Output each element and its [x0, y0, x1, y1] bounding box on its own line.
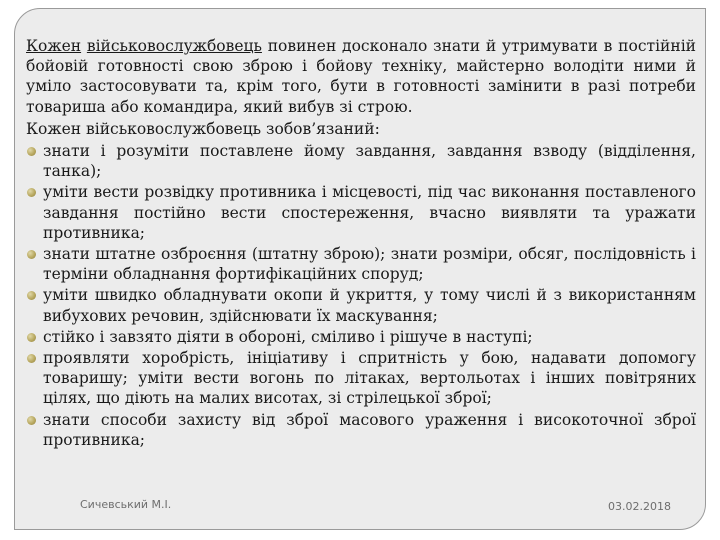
list-item-text: уміти швидко обладнувати окопи й укриття, у тому числі й з використанням вибухових речовин, здійснювати їх маскування;	[43, 286, 696, 325]
intro-text: повинен досконало знати й утримувати в постійній бойовій готовності свою зброю і бойову техніку, майстерно володіти ними й уміло застосовувати та, крім того, бути в готовності замінити в разі потреби товариша або командира, який вибув зі строю.	[26, 37, 696, 116]
intro-paragraph	[26, 36, 696, 117]
intro-head-word-1: Кожен	[26, 37, 82, 55]
obligations-intro: Кожен військовослужбовець зобов’язаний:	[26, 119, 380, 138]
bullet-dot-icon	[27, 291, 36, 300]
list-item	[26, 182, 696, 243]
footer-author: Сичевський М.І.	[80, 498, 172, 511]
bullet-dot-icon	[27, 188, 36, 197]
list-item-text: знати способи захисту від зброї масового ураження і високоточної зброї противника;	[43, 410, 696, 449]
bullet-dot-icon	[27, 147, 36, 156]
list-item	[26, 348, 696, 409]
list-item-text: уміти вести розвідку противника і місцевості, під час виконання поставленого завдання постійно вести спостереження, вчасно виявляти та уражати противника;	[43, 183, 696, 242]
bullet-dot-icon	[27, 333, 36, 342]
bullet-dot-icon	[27, 250, 36, 259]
list-item	[26, 410, 696, 450]
list-item-text: стійко і завзято діяти в обороні, сміливо і рішуче в наступі;	[43, 327, 533, 346]
list-item	[26, 327, 696, 347]
list-item-text: знати штатне озброєння (штатну зброю); знати розміри, обсяг, послідовність і терміни обладнання фортифікаційних споруд;	[43, 245, 696, 284]
list-item	[26, 285, 696, 325]
intro-head-word-2: військовослужбовець	[86, 37, 262, 55]
bullet-dot-icon	[27, 416, 36, 425]
list-item-text: знати і розуміти поставлене йому завдання, завдання взводу (відділення, танка);	[43, 142, 696, 181]
obligations-list	[26, 141, 696, 450]
footer-date: 03.02.2018	[608, 500, 671, 513]
bullet-dot-icon	[27, 354, 36, 363]
slide-content	[26, 36, 696, 451]
list-item-text: проявляти хоробрість, ініціативу і спритність у бою, надавати допомогу товаришу; уміти вести вогонь по літаках, вертольотах і інших повітряних цілях, що діють на малих висотах, зі стрілецької зброї;	[43, 349, 696, 408]
list-item	[26, 244, 696, 284]
list-item	[26, 141, 696, 181]
